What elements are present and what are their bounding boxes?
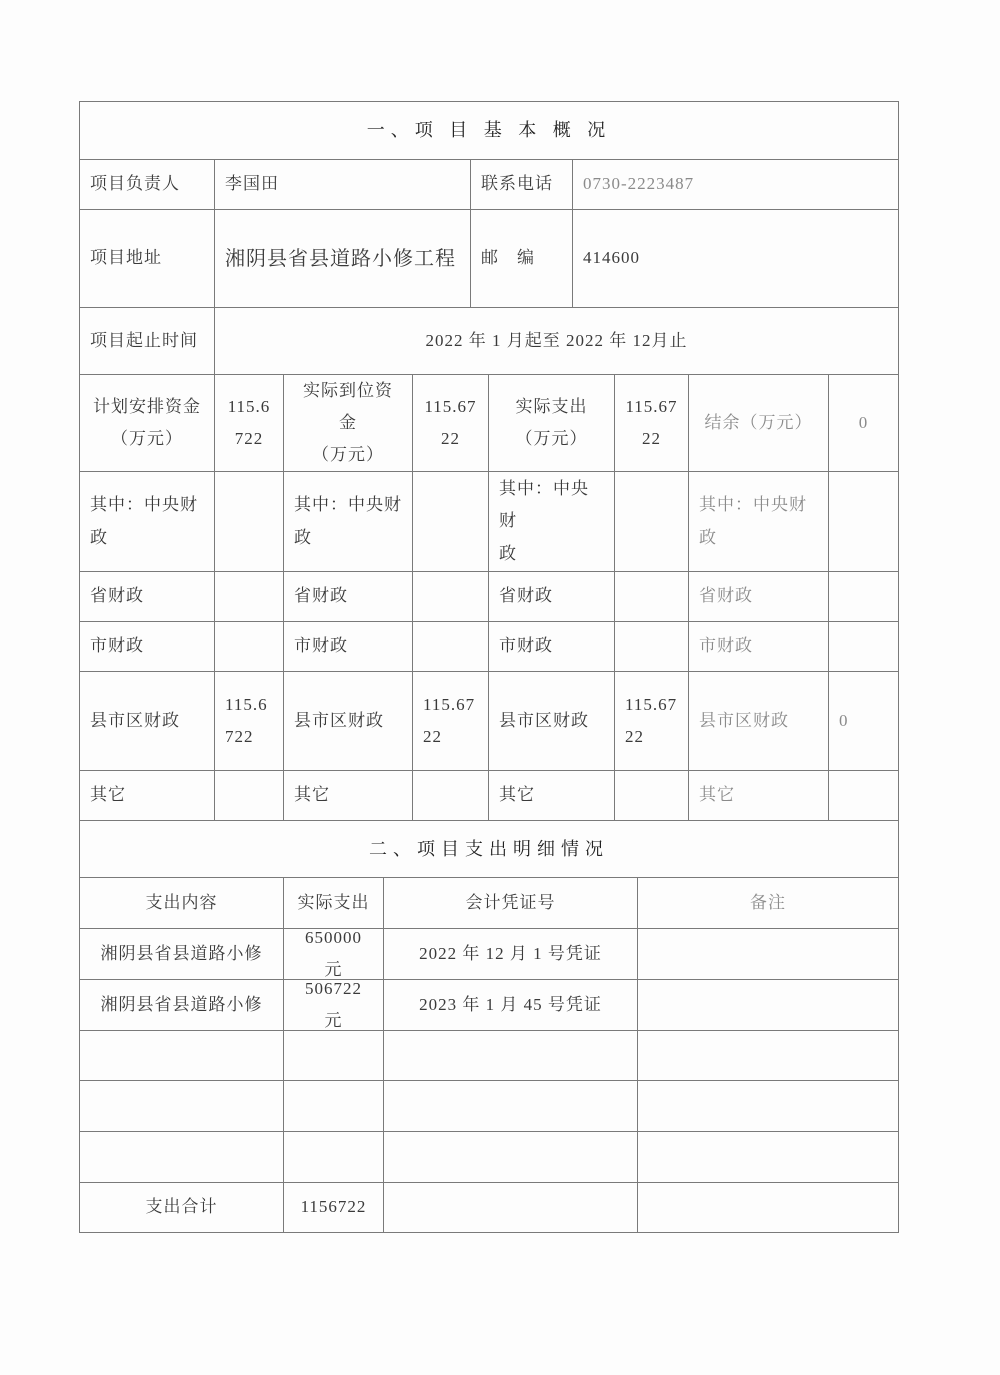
row-4-remark [637, 1080, 899, 1132]
county-value-spent [614, 671, 689, 771]
postcode-label [470, 209, 573, 308]
row-1-voucher-text: 2022 年 12 月 1 号凭证 [419, 943, 602, 963]
leader-value [214, 159, 471, 210]
county-label-arrived-text: 县市区财政 [294, 710, 384, 730]
total-value-text: 1156722 [300, 1197, 367, 1217]
spent-funds-label [488, 374, 615, 472]
leader-label [79, 159, 215, 210]
total-value [283, 1182, 384, 1233]
row-2-voucher-text: 2023 年 1 月 45 号凭证 [419, 994, 602, 1014]
header-content-text: 支出内容 [145, 892, 218, 912]
province-value-spent [614, 571, 689, 622]
county-label-planned-text: 县市区财政 [90, 710, 180, 730]
row-4-voucher [383, 1080, 638, 1132]
header-voucher [383, 877, 638, 929]
planned-funds-value-text: 115.6 722 [227, 396, 271, 448]
section1-title-text: 一、项 目 基 本 概 况 [366, 120, 612, 141]
spent-funds-value [614, 374, 689, 472]
other-value-spent [614, 770, 689, 821]
header-content [79, 877, 284, 929]
section1-title [79, 101, 899, 160]
city-value-spent [614, 621, 689, 672]
phone-value [572, 159, 899, 210]
period-value-text: 2022 年 1 月起至 2022 年 12月止 [425, 330, 688, 350]
balance-value [828, 374, 899, 472]
other-label-planned [79, 770, 215, 821]
row-1-remark [637, 928, 899, 980]
phone-label [470, 159, 573, 210]
phone-value-text: 0730-2223487 [583, 174, 695, 194]
province-label-balance [688, 571, 829, 622]
row-1-content [79, 928, 284, 980]
city-label-planned [79, 621, 215, 672]
row-3-content [79, 1030, 284, 1081]
row-2-amount-text: 506722 元 [305, 978, 362, 1030]
address-label [79, 209, 215, 308]
city-label-arrived [283, 621, 413, 672]
row-4-amount [283, 1080, 384, 1132]
county-value-balance-text: 0 [839, 710, 849, 730]
county-label-spent-text: 县市区财政 [499, 710, 589, 730]
balance-value-text: 0 [858, 412, 869, 432]
county-value-arrived-text: 115.67 22 [423, 694, 476, 746]
other-label-balance-text: 其它 [699, 785, 735, 805]
county-value-planned [214, 671, 284, 771]
province-label-arrived-text: 省财政 [294, 586, 348, 606]
spent-funds-label-text: 实际支出 （万元） [515, 396, 588, 448]
province-value-arrived [412, 571, 489, 622]
section2-title [79, 820, 899, 878]
county-value-planned-text: 115.6 722 [225, 694, 268, 746]
county-label-balance [688, 671, 829, 771]
row-5-amount [283, 1131, 384, 1183]
central-label-spent-text: 其中：中央财 政 [499, 479, 589, 563]
postcode-label-text: 邮 编 [481, 248, 535, 268]
arrived-funds-value [412, 374, 489, 472]
period-label [79, 307, 215, 375]
other-value-planned [214, 770, 284, 821]
row-2-content [79, 979, 284, 1031]
total-label [79, 1182, 284, 1233]
row-2-remark [637, 979, 899, 1031]
other-label-arrived-text: 其它 [294, 785, 330, 805]
city-label-balance-text: 市财政 [699, 636, 753, 656]
other-label-spent-text: 其它 [499, 785, 535, 805]
header-amount-text: 实际支出 [297, 892, 370, 912]
city-value-arrived [412, 621, 489, 672]
total-voucher [383, 1182, 638, 1233]
row-5-voucher [383, 1131, 638, 1183]
header-voucher-text: 会计凭证号 [465, 892, 556, 912]
balance-label [688, 374, 829, 472]
central-value-planned [214, 471, 284, 572]
row-1-voucher [383, 928, 638, 980]
balance-label-text: 结余（万元） [704, 412, 813, 432]
province-label-planned-text: 省财政 [90, 586, 144, 606]
other-value-balance [828, 770, 899, 821]
county-label-arrived [283, 671, 413, 771]
central-label-balance [688, 471, 829, 572]
period-value [214, 307, 899, 375]
arrived-funds-label [283, 374, 413, 472]
total-remark [637, 1182, 899, 1233]
row-4-content [79, 1080, 284, 1132]
planned-funds-label [79, 374, 215, 472]
address-value [214, 209, 471, 308]
province-label-spent-text: 省财政 [499, 586, 553, 606]
phone-label-text: 联系电话 [481, 174, 553, 194]
leader-label-text: 项目负责人 [90, 174, 180, 194]
other-label-balance [688, 770, 829, 821]
row-3-voucher [383, 1030, 638, 1081]
city-label-planned-text: 市财政 [90, 636, 144, 656]
central-value-spent [614, 471, 689, 572]
city-label-arrived-text: 市财政 [294, 636, 348, 656]
city-value-planned [214, 621, 284, 672]
other-label-arrived [283, 770, 413, 821]
county-label-balance-text: 县市区财政 [699, 710, 789, 730]
row-1-content-text: 湘阴县省县道路小修 [100, 943, 263, 963]
postcode-value [572, 209, 899, 308]
central-label-planned-text: 其中：中央财 政 [90, 495, 198, 547]
county-label-planned [79, 671, 215, 771]
other-label-spent [488, 770, 615, 821]
period-label-text: 项目起止时间 [90, 330, 198, 350]
row-5-remark [637, 1131, 899, 1183]
central-label-arrived [283, 471, 413, 572]
city-value-balance [828, 621, 899, 672]
row-2-content-text: 湘阴县省县道路小修 [100, 994, 263, 1014]
central-value-balance [828, 471, 899, 572]
county-value-spent-text: 115.67 22 [625, 694, 678, 746]
central-label-planned [79, 471, 215, 572]
province-value-planned [214, 571, 284, 622]
planned-funds-value [214, 374, 284, 472]
section2-title-text: 二、项目支出明细情况 [369, 838, 609, 859]
row-3-remark [637, 1030, 899, 1081]
county-value-arrived [412, 671, 489, 771]
leader-value-text: 李国田 [225, 174, 279, 194]
row-2-amount [283, 979, 384, 1031]
central-value-arrived [412, 471, 489, 572]
header-remark [637, 877, 899, 929]
central-label-spent [488, 471, 615, 572]
city-label-spent-text: 市财政 [499, 636, 553, 656]
province-label-arrived [283, 571, 413, 622]
row-3-amount [283, 1030, 384, 1081]
planned-funds-label-text: 计划安排资金 （万元） [93, 396, 201, 448]
row-1-amount-text: 650000 元 [305, 927, 362, 979]
arrived-funds-label-text: 实际到位资 金 （万元） [303, 380, 393, 465]
city-label-spent [488, 621, 615, 672]
central-label-arrived-text: 其中：中央财 政 [294, 495, 402, 547]
province-value-balance [828, 571, 899, 622]
county-label-spent [488, 671, 615, 771]
postcode-value-text: 414600 [583, 248, 640, 268]
other-label-planned-text: 其它 [90, 785, 126, 805]
address-value-text: 湘阴县省县道路小修工程 [225, 247, 456, 270]
address-label-text: 项目地址 [90, 248, 162, 268]
province-label-spent [488, 571, 615, 622]
row-5-content [79, 1131, 284, 1183]
row-2-voucher [383, 979, 638, 1031]
header-remark-text: 备注 [750, 892, 786, 912]
province-label-planned [79, 571, 215, 622]
arrived-funds-value-text: 115.67 22 [424, 396, 477, 448]
city-label-balance [688, 621, 829, 672]
county-value-balance [828, 671, 899, 771]
central-label-balance-text: 其中：中央财 政 [699, 495, 807, 547]
spent-funds-value-text: 115.67 22 [625, 396, 678, 448]
total-label-text: 支出合计 [145, 1197, 218, 1217]
other-value-arrived [412, 770, 489, 821]
province-label-balance-text: 省财政 [699, 586, 753, 606]
